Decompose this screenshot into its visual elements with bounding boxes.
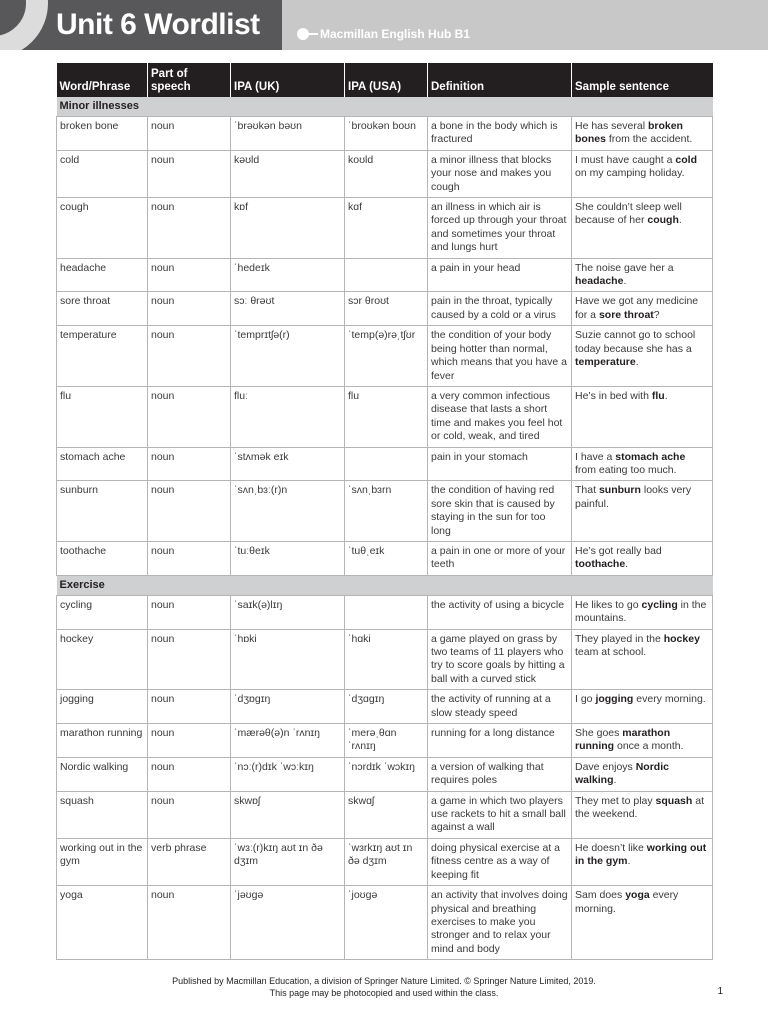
word-cell: sore throat xyxy=(57,292,148,326)
sample-sentence-cell xyxy=(572,595,713,629)
word-cell: flu xyxy=(57,386,148,447)
part-of-speech-cell: noun xyxy=(148,481,231,542)
ipa-usa-cell: ˈbroʊkən boʊn xyxy=(345,117,428,151)
wordlist-table xyxy=(56,63,713,960)
ipa-usa-cell: sɔr θroʊt xyxy=(345,292,428,326)
sentence-keyword: cold xyxy=(675,153,697,166)
sentence-keyword: hockey xyxy=(663,632,700,645)
table-row xyxy=(57,117,713,151)
ipa-uk-cell: sɔː θrəʊt xyxy=(231,292,345,326)
sentence-text: The noise gave her a xyxy=(575,261,674,274)
ipa-uk-cell: fluː xyxy=(231,386,345,447)
sentence-keyword: working out in the gym xyxy=(575,841,707,868)
definition-cell: a game played on grass by two teams of 11 players who try to score goals by hitting a ball with a curved stick xyxy=(428,629,572,690)
part-of-speech-cell: noun xyxy=(148,757,231,791)
sentence-text: . xyxy=(664,389,668,402)
sample-sentence-cell xyxy=(572,690,713,724)
part-of-speech-cell: noun xyxy=(148,724,231,758)
ipa-usa-cell: ˈhɑki xyxy=(345,629,428,690)
word-cell: yoga xyxy=(57,886,148,960)
part-of-speech-cell: noun xyxy=(148,292,231,326)
sample-sentence-cell xyxy=(572,791,713,838)
definition-cell: the condition of having red sore skin that is caused by staying in the sun for too long xyxy=(428,481,572,542)
sentence-text: at the weekend. xyxy=(575,794,704,821)
table-row xyxy=(57,447,713,481)
table-row xyxy=(57,481,713,542)
ipa-uk-cell: ˈdʒɒɡɪŋ xyxy=(231,690,345,724)
sample-sentence-cell xyxy=(572,326,713,387)
definition-cell: a pain in one or more of your teeth xyxy=(428,541,572,575)
word-cell: headache xyxy=(57,258,148,292)
definition-cell: the activity of running at a slow steady speed xyxy=(428,690,572,724)
table-row xyxy=(57,386,713,447)
sentence-keyword: cough xyxy=(647,214,679,227)
sentence-text: . xyxy=(627,855,631,868)
ipa-usa-cell: skwɑʃ xyxy=(345,791,428,838)
part-of-speech-cell: verb phrase xyxy=(148,838,231,885)
ipa-uk-cell: ˈhɒki xyxy=(231,629,345,690)
definition-cell: an activity that involves doing physical and breathing exercises to make you stronger and to relax your mind and body xyxy=(428,886,572,960)
table-row xyxy=(57,629,713,690)
ipa-usa-cell: kɑf xyxy=(345,198,428,259)
sentence-text: She couldn’t sleep well because of her xyxy=(575,201,682,227)
column-header-definition: Definition xyxy=(428,63,572,97)
definition-cell: an illness in which air is forced up through your throat and sometimes your throat and lungs hurt xyxy=(428,198,572,259)
part-of-speech-cell: noun xyxy=(148,198,231,259)
sample-sentence-cell xyxy=(572,629,713,690)
word-cell: cough xyxy=(57,198,148,259)
word-cell: squash xyxy=(57,791,148,838)
ipa-uk-cell: kəʊld xyxy=(231,150,345,197)
ipa-uk-cell: skwɒʃ xyxy=(231,791,345,838)
sentence-keyword: broken bones xyxy=(575,120,683,146)
sentence-text: They played in the xyxy=(575,632,664,645)
sentence-keyword: temperature xyxy=(575,356,636,369)
sentence-text: I go xyxy=(575,693,596,706)
decorative-arc xyxy=(0,0,48,50)
ipa-usa-cell: ˈtuθˌeɪk xyxy=(345,541,428,575)
part-of-speech-cell: noun xyxy=(148,150,231,197)
word-cell: broken bone xyxy=(57,117,148,151)
sentence-keyword: sunburn xyxy=(598,484,641,497)
sentence-keyword: cycling xyxy=(641,598,678,611)
sentence-text: . xyxy=(613,774,617,787)
ipa-uk-cell: ˈsʌnˌbɜː(r)n xyxy=(231,481,345,542)
sentence-text: I have a xyxy=(575,450,616,463)
sentence-text: They met to play xyxy=(575,794,656,807)
ipa-uk-cell: ˈwɜː(r)kɪŋ aʊt ɪn ðə dʒɪm xyxy=(231,838,345,885)
table-row xyxy=(57,724,713,758)
part-of-speech-cell: noun xyxy=(148,541,231,575)
part-of-speech-cell: noun xyxy=(148,886,231,960)
ipa-usa-cell: ˈdʒɑɡɪŋ xyxy=(345,690,428,724)
section-heading: Minor illnesses xyxy=(57,97,713,117)
sentence-text: That xyxy=(575,484,599,497)
table-row xyxy=(57,150,713,197)
sentence-text: I must have caught a xyxy=(575,153,676,166)
definition-cell: the condition of your body being hotter than normal, which means that you have a fever xyxy=(428,326,572,387)
table-row xyxy=(57,791,713,838)
table-row xyxy=(57,757,713,791)
table-row xyxy=(57,541,713,575)
sentence-text: . xyxy=(635,356,639,369)
circle-dash-icon xyxy=(297,28,309,40)
definition-cell: a version of walking that requires poles xyxy=(428,757,572,791)
sentence-text: . xyxy=(678,214,682,227)
sentence-text: He’s got really bad xyxy=(575,544,662,557)
table-row xyxy=(57,838,713,885)
ipa-uk-cell: ˈtemprɪtʃə(r) xyxy=(231,326,345,387)
ipa-uk-cell: ˈsaɪk(ə)lɪŋ xyxy=(231,595,345,629)
word-cell: working out in the gym xyxy=(57,838,148,885)
column-header-word: Word/Phrase xyxy=(57,63,148,97)
ipa-usa-cell: ˈtemp(ə)rəˌtʃʊr xyxy=(345,326,428,387)
table-row xyxy=(57,198,713,259)
ipa-usa-cell: koʊld xyxy=(345,150,428,197)
footer-publisher: Published by Macmillan Education, a division of Springer Nature Limited. © Springer Nature Limited, 2019. xyxy=(172,976,596,986)
definition-cell: a very common infectious disease that lasts a short time and makes you feel hot or cold, weak, and tired xyxy=(428,386,572,447)
part-of-speech-cell: noun xyxy=(148,117,231,151)
word-cell: toothache xyxy=(57,541,148,575)
sample-sentence-cell xyxy=(572,541,713,575)
sentence-keyword: squash xyxy=(655,794,693,807)
part-of-speech-cell: noun xyxy=(148,791,231,838)
column-header-ipa-uk: IPA (UK) xyxy=(231,63,345,97)
sentence-keyword: marathon running xyxy=(575,727,671,753)
brand-label: Macmillan English Hub B1 xyxy=(320,27,471,41)
word-cell: marathon running xyxy=(57,724,148,758)
word-cell: stomach ache xyxy=(57,447,148,481)
page-title: Unit 6 Wordlist xyxy=(56,8,260,41)
ipa-usa-cell: ˈwɜrkɪŋ aʊt ɪn ðə dʒɪm xyxy=(345,838,428,885)
definition-cell: a game in which two players use rackets to hit a small ball against a wall xyxy=(428,791,572,838)
sentence-text: from the accident. xyxy=(605,133,693,146)
ipa-usa-cell xyxy=(345,595,428,629)
table-row xyxy=(57,690,713,724)
sample-sentence-cell xyxy=(572,386,713,447)
definition-cell: a minor illness that blocks your nose and makes you cough xyxy=(428,150,572,197)
definition-cell: doing physical exercise at a fitness centre as a way of keeping fit xyxy=(428,838,572,885)
definition-cell: a pain in your head xyxy=(428,258,572,292)
ipa-uk-cell: ˈjəʊɡə xyxy=(231,886,345,960)
sentence-keyword: flu xyxy=(651,389,665,402)
section-row xyxy=(57,575,713,595)
word-cell: jogging xyxy=(57,690,148,724)
ipa-usa-cell: ˈjoʊɡə xyxy=(345,886,428,960)
ipa-usa-cell: ˈmerəˌθɑn ˈrʌnɪŋ xyxy=(345,724,428,758)
sentence-text: Have we got any medicine for a xyxy=(575,295,699,321)
table-row xyxy=(57,326,713,387)
part-of-speech-cell: noun xyxy=(148,595,231,629)
part-of-speech-cell: noun xyxy=(148,690,231,724)
ipa-uk-cell: ˈnɔː(r)dɪk ˈwɔːkɪŋ xyxy=(231,757,345,791)
sentence-text: He doesn’t like xyxy=(575,841,647,854)
section-row xyxy=(57,97,713,117)
sentence-text: team at school. xyxy=(575,646,647,658)
definition-cell: the activity of using a bicycle xyxy=(428,595,572,629)
ipa-usa-cell: ˈsʌnˌbɜrn xyxy=(345,481,428,542)
column-header-ipa-usa: IPA (USA) xyxy=(345,63,428,97)
footer-photocopy-note: This page may be photocopied and used within the class. xyxy=(269,988,499,998)
table-header-row xyxy=(57,63,713,97)
sentence-text: . xyxy=(623,275,627,288)
table-row xyxy=(57,886,713,960)
table-row xyxy=(57,258,713,292)
sentence-text: Sam does xyxy=(575,889,626,902)
sentence-keyword: jogging xyxy=(595,693,634,706)
part-of-speech-cell: noun xyxy=(148,386,231,447)
sentence-text: Dave enjoys xyxy=(575,760,636,773)
sentence-text: in the mountains. xyxy=(575,598,707,625)
column-header-part-of-speech: Part of speech xyxy=(148,63,231,97)
ipa-usa-cell: flu xyxy=(345,386,428,447)
part-of-speech-cell: noun xyxy=(148,258,231,292)
definition-cell: a bone in the body which is fractured xyxy=(428,117,572,151)
sentence-text: . xyxy=(625,558,629,571)
part-of-speech-cell: noun xyxy=(148,326,231,387)
section-heading: Exercise xyxy=(57,575,713,595)
sample-sentence-cell xyxy=(572,150,713,197)
table-body xyxy=(57,97,713,960)
word-cell: cold xyxy=(57,150,148,197)
ipa-uk-cell: ˈmærəθ(ə)n ˈrʌnɪŋ xyxy=(231,724,345,758)
definition-cell: pain in the throat, typically caused by a cold or a virus xyxy=(428,292,572,326)
ipa-usa-cell xyxy=(345,447,428,481)
sample-sentence-cell xyxy=(572,447,713,481)
part-of-speech-cell: noun xyxy=(148,629,231,690)
sample-sentence-cell xyxy=(572,886,713,960)
sentence-text: every morning. xyxy=(633,693,706,706)
sample-sentence-cell xyxy=(572,838,713,885)
footer xyxy=(0,975,768,999)
ipa-uk-cell: ˈbrəʊkən bəʊn xyxy=(231,117,345,151)
sentence-keyword: yoga xyxy=(625,889,650,902)
word-cell: Nordic walking xyxy=(57,757,148,791)
column-header-sample-sentence: Sample sentence xyxy=(572,63,713,97)
sentence-text: on my camping holiday. xyxy=(575,167,685,180)
sentence-keyword: headache xyxy=(575,275,624,288)
sentence-text: She goes xyxy=(575,727,623,740)
table-row xyxy=(57,595,713,629)
word-cell: cycling xyxy=(57,595,148,629)
word-cell: hockey xyxy=(57,629,148,690)
sentence-text: Suzie cannot go to school today because she has a xyxy=(575,329,696,355)
sentence-text: every morning. xyxy=(575,889,679,915)
definition-cell: pain in your stomach xyxy=(428,447,572,481)
sample-sentence-cell xyxy=(572,258,713,292)
sentence-text: looks very painful. xyxy=(575,484,692,510)
sample-sentence-cell xyxy=(572,117,713,151)
ipa-uk-cell: ˈtuːθeɪk xyxy=(231,541,345,575)
sample-sentence-cell xyxy=(572,198,713,259)
table-row xyxy=(57,292,713,326)
page-number: 1 xyxy=(717,986,723,997)
sentence-keyword: toothache xyxy=(575,558,626,571)
sentence-text: once a month. xyxy=(614,740,684,753)
ipa-usa-cell xyxy=(345,258,428,292)
sample-sentence-cell xyxy=(572,724,713,758)
word-cell: sunburn xyxy=(57,481,148,542)
sentence-text: He’s in bed with xyxy=(575,389,652,402)
sentence-keyword: stomach ache xyxy=(615,450,686,463)
ipa-uk-cell: ˈstʌmək eɪk xyxy=(231,447,345,481)
sentence-text: He has several xyxy=(575,120,648,132)
part-of-speech-cell: noun xyxy=(148,447,231,481)
word-cell: temperature xyxy=(57,326,148,387)
sample-sentence-cell xyxy=(572,757,713,791)
sample-sentence-cell xyxy=(572,292,713,326)
definition-cell: running for a long distance xyxy=(428,724,572,758)
ipa-usa-cell: ˈnɔrdɪk ˈwɔkɪŋ xyxy=(345,757,428,791)
ipa-uk-cell: ˈhedeɪk xyxy=(231,258,345,292)
ipa-uk-cell: kɒf xyxy=(231,198,345,259)
sentence-text: ? xyxy=(653,308,660,321)
sentence-text: from eating too much. xyxy=(575,463,677,476)
sentence-keyword: sore throat xyxy=(598,308,654,321)
sentence-text: He likes to go xyxy=(575,598,642,611)
sentence-keyword: Nordic walking xyxy=(575,760,669,787)
sample-sentence-cell xyxy=(572,481,713,542)
